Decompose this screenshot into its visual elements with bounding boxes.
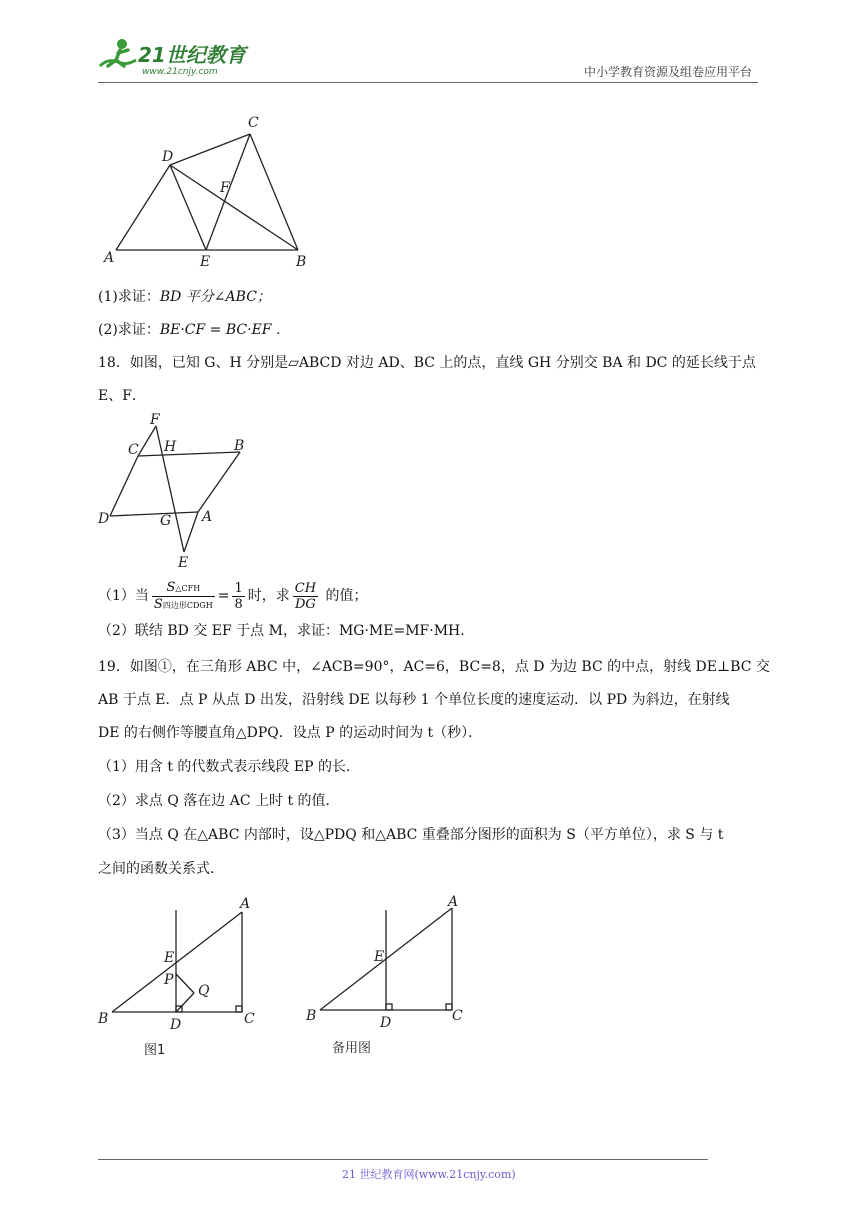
label-G: G <box>160 513 172 529</box>
q18-stem-line1: 18．如图，已知 G、H 分别是▱ABCD 对边 AD、BC 上的点，直线 GH 分别交 BA 和 DC 的延长线于点 <box>98 355 756 371</box>
label-A: A <box>104 250 115 266</box>
q18-stem-line2: E、F． <box>98 388 146 404</box>
label-C: C <box>128 442 139 458</box>
label-C: C <box>244 1011 255 1027</box>
ch-dg-fraction: $\frac{CH}{DG}$ <box>294 580 317 612</box>
label-F: F <box>220 180 230 196</box>
q17-part2 <box>98 320 280 340</box>
label-E: E <box>178 555 189 570</box>
q19-part3-line2: 之间的函数关系式． <box>98 861 224 877</box>
area-ratio-fraction: $\frac{\text{S△CFH}}{\text{S四边形CDGH}}$ <box>153 579 213 612</box>
figure-q18 <box>94 410 264 570</box>
q17-part1 <box>98 287 271 307</box>
header-divider <box>98 82 758 83</box>
label-D: D <box>98 511 110 527</box>
q19-part2: （2）求点 Q 落在边 AC 上时 t 的值． <box>98 793 340 809</box>
q19-stem-line3: DE 的右侧作等腰直角△DPQ．设点 P 的运动时间为 t（秒）． <box>98 725 483 741</box>
q18-part1 <box>98 574 368 618</box>
label-E: E <box>374 949 385 965</box>
q19-stem-line2: AB 于点 E．点 P 从点 D 出发，沿射线 DE 以每秒 1 个单位长度的速度运动．以 PD 为斜边，在射线 <box>98 692 730 708</box>
label-A: A <box>240 896 251 912</box>
figure-q19-backup <box>302 892 472 1062</box>
q19-stem-line1: 19．如图①，在三角形 ABC 中，∠ACB=90°，AC=6，BC=8，点 D 为边 BC 的中点，射线 DE⊥BC 交 <box>98 659 770 675</box>
one-eighth-fraction: $\frac{1}{8}$ <box>234 580 243 612</box>
figure-q17 <box>98 110 318 270</box>
label-D: D <box>162 149 174 165</box>
q18-part1-label: （1）当 <box>98 588 149 604</box>
label-F: F <box>150 412 160 428</box>
label-B: B <box>306 1008 317 1024</box>
q19-part1: （1）用含 t 的代数式表示线段 EP 的长． <box>98 759 360 775</box>
runner-logo-icon <box>96 36 256 78</box>
figure-q19-fig1 <box>96 892 266 1062</box>
label-C: C <box>452 1008 463 1024</box>
logo-url: www.21cnjy.com <box>142 67 218 77</box>
q17-part2-label: (2)求证： <box>98 322 160 338</box>
label-B: B <box>296 254 307 270</box>
label-D: D <box>380 1015 392 1031</box>
label-B: B <box>234 438 245 454</box>
platform-title: 中小学教育资源及组卷应用平台 <box>583 65 752 79</box>
footer-divider <box>98 1159 708 1160</box>
label-A: A <box>448 894 459 910</box>
q19-part3-line1: （3）当点 Q 在△ABC 内部时，设△PDQ 和△ABC 重叠部分图形的面积为 S（平方单位），求 S 与 t <box>98 827 724 843</box>
q17-part1-text: BD 平分∠ABC； <box>159 289 271 305</box>
label-E: E <box>164 950 175 966</box>
site-logo <box>96 36 256 78</box>
q17-part2-text: BE·CF = BC·EF . <box>159 322 281 338</box>
label-A: A <box>202 509 213 525</box>
q18-part1-mid: 时，求 <box>247 588 290 604</box>
footer-text[interactable]: 21 世纪教育网(www.21cnjy.com) <box>342 1168 516 1181</box>
label-C: C <box>248 115 259 131</box>
label-H: H <box>164 439 177 455</box>
label-B: B <box>98 1011 109 1027</box>
label-E: E <box>200 254 211 270</box>
label-D: D <box>170 1017 182 1033</box>
q18-part2: （2）联结 BD 交 EF 于点 M，求证：MG·ME=MF·MH. <box>98 623 465 639</box>
fig1-caption: 图1 <box>144 1043 166 1058</box>
logo-title: 21世纪教育 <box>138 43 246 67</box>
label-P: P <box>164 972 174 988</box>
q18-part1-suffix: 的值； <box>325 588 368 604</box>
q17-part1-label: (1)求证： <box>98 289 160 305</box>
backup-caption: 备用图 <box>332 1041 372 1056</box>
label-Q: Q <box>198 983 210 999</box>
equals-sign: = <box>217 588 230 604</box>
